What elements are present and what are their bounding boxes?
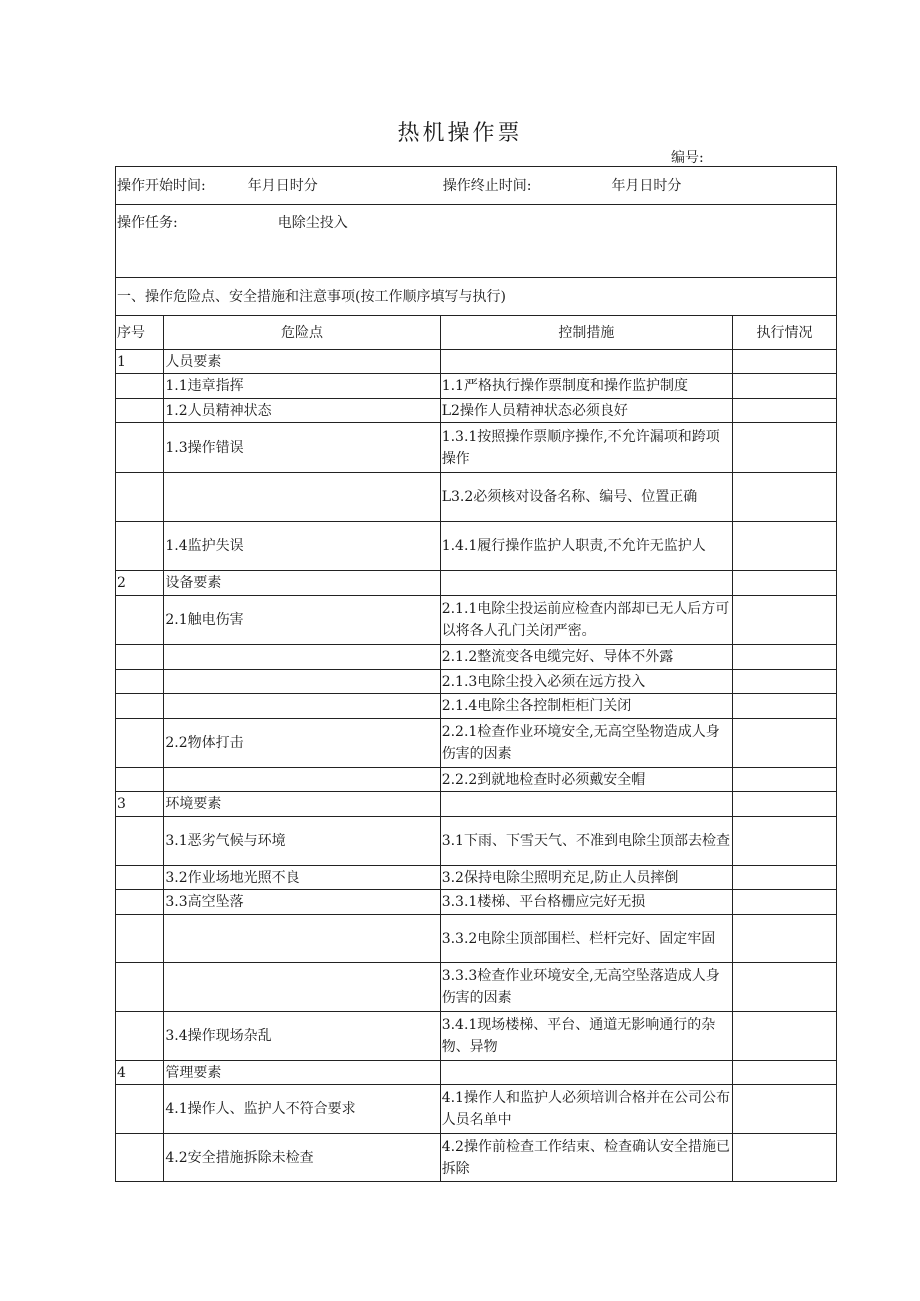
row-control: 1.3.1按照操作票顺序操作,不允许漏项和跨项操作: [440, 423, 732, 473]
row-risk: 1.3操作错误: [164, 423, 440, 473]
row-num: [116, 890, 164, 915]
row-exec: [733, 522, 837, 571]
row-risk: 4.2安全措施拆除未检查: [164, 1134, 440, 1182]
row-control: 2.2.1检查作业环境安全,无高空坠物造成人身伤害的因素: [440, 719, 732, 768]
task-value: 电除尘投入: [277, 215, 348, 231]
row-num: [116, 1012, 164, 1061]
row-risk: 1.2人员精神状态: [164, 399, 440, 423]
table-row: [116, 866, 837, 890]
table-row: [116, 399, 837, 423]
row-exec: [733, 670, 837, 694]
row-control: 2.2.2到就地检查时必须戴安全帽: [440, 768, 732, 792]
row-control: [440, 350, 732, 374]
row-risk: [164, 670, 440, 694]
row-risk: [164, 694, 440, 719]
row-exec: [733, 423, 837, 473]
col-header-exec: 执行情况: [733, 316, 837, 350]
row-exec: [733, 596, 837, 645]
row-control: L2操作人员精神状态必须良好: [440, 399, 732, 423]
row-exec: [733, 1134, 837, 1182]
row-control: 4.1操作人和监护人必须培训合格并在公司公布人员名单中: [440, 1085, 732, 1134]
row-control: 2.1.1电除尘投运前应检查内部却已无人后方可以将各人孔门关闭严密。: [440, 596, 732, 645]
row-num: [116, 866, 164, 890]
row-num: [116, 645, 164, 670]
end-time-label: 操作终止时间:: [442, 177, 532, 194]
row-risk: [164, 473, 440, 522]
row-exec: [733, 768, 837, 792]
table-row: [116, 915, 837, 963]
row-exec: [733, 399, 837, 423]
row-risk: [164, 645, 440, 670]
row-num: [116, 1134, 164, 1182]
col-header-num: 序号: [116, 316, 164, 350]
row-num: [116, 963, 164, 1012]
table-row: [116, 423, 837, 473]
task-row: [116, 205, 837, 278]
row-num: [116, 817, 164, 866]
row-control: 3.2保持电除尘照明充足,防止人员摔倒: [440, 866, 732, 890]
table-row: [116, 1012, 837, 1061]
row-num: [116, 399, 164, 423]
row-exec: [733, 694, 837, 719]
table-row: [116, 1134, 837, 1182]
table-row: [116, 768, 837, 792]
row-control: 3.3.1楼梯、平台格栅应完好无损: [440, 890, 732, 915]
row-exec: [733, 473, 837, 522]
row-num: [116, 719, 164, 768]
row-risk: 环境要素: [164, 792, 440, 817]
page-title: 热机操作票: [397, 121, 523, 146]
start-time-label: 操作开始时间:: [117, 177, 206, 194]
row-exec: [733, 866, 837, 890]
row-control: 2.1.4电除尘各控制柜柜门关闭: [440, 694, 732, 719]
row-num: [116, 694, 164, 719]
time-cell: [116, 167, 837, 205]
table-row: [116, 694, 837, 719]
row-num: [116, 1085, 164, 1134]
row-control: 4.2操作前检查工作结束、检查确认安全措施已拆除: [440, 1134, 732, 1182]
row-exec: [733, 374, 837, 399]
row-num: [116, 522, 164, 571]
row-risk: 2.2物体打击: [164, 719, 440, 768]
row-exec: [733, 890, 837, 915]
row-exec: [733, 1061, 837, 1085]
row-risk: [164, 963, 440, 1012]
row-risk: [164, 915, 440, 963]
row-num: 4: [116, 1061, 164, 1085]
row-exec: [733, 792, 837, 817]
row-exec: [733, 350, 837, 374]
row-num: [116, 596, 164, 645]
row-risk: 设备要素: [164, 571, 440, 596]
row-exec: [733, 1085, 837, 1134]
table-row: [116, 596, 837, 645]
row-num: [116, 423, 164, 473]
section-row: [116, 278, 837, 316]
row-risk: 1.1违章指挥: [164, 374, 440, 399]
task-cell: [116, 205, 837, 278]
row-exec: [733, 1012, 837, 1061]
row-control: L3.2必须核对设备名称、编号、位置正确: [440, 473, 732, 522]
row-exec: [733, 817, 837, 866]
row-risk: 管理要素: [164, 1061, 440, 1085]
row-control: 3.1下雨、下雪天气、不准到电除尘顶部去检查: [440, 817, 732, 866]
row-risk: 人员要素: [164, 350, 440, 374]
row-exec: [733, 571, 837, 596]
table-row: [116, 1061, 837, 1085]
col-header-control: 控制措施: [440, 316, 732, 350]
row-control: [440, 1061, 732, 1085]
table-row: [116, 670, 837, 694]
row-control: [440, 571, 732, 596]
table-row: [116, 522, 837, 571]
row-risk: 3.3高空坠落: [164, 890, 440, 915]
task-label: 操作任务:: [117, 215, 178, 231]
row-num: 3: [116, 792, 164, 817]
row-exec: [733, 719, 837, 768]
row-control: 3.3.3检查作业环境安全,无高空坠落造成人身伤害的因素: [440, 963, 732, 1012]
table-row: [116, 645, 837, 670]
table-row: [116, 963, 837, 1012]
row-control: 1.4.1履行操作监护人职责,不允许无监护人: [440, 522, 732, 571]
start-time-value: 年月日时分: [247, 177, 318, 194]
row-num: 2: [116, 571, 164, 596]
row-exec: [733, 963, 837, 1012]
row-risk: [164, 768, 440, 792]
table-row: [116, 1085, 837, 1134]
row-control: 3.3.2电除尘顶部围栏、栏杆完好、固定牢固: [440, 915, 732, 963]
table-row: [116, 817, 837, 866]
row-control: 1.1严格执行操作票制度和操作监护制度: [440, 374, 732, 399]
time-row: [116, 167, 837, 205]
table-row: [116, 719, 837, 768]
row-num: [116, 670, 164, 694]
row-risk: 4.1操作人、监护人不符合要求: [164, 1085, 440, 1134]
row-num: 1: [116, 350, 164, 374]
row-num: [116, 473, 164, 522]
end-time-value: 年月日时分: [611, 177, 682, 194]
table-row: [116, 374, 837, 399]
row-risk: 3.1恶劣气候与环境: [164, 817, 440, 866]
row-control: [440, 792, 732, 817]
column-header-row: [116, 316, 837, 350]
table-row: [116, 571, 837, 596]
operation-ticket-table: [115, 166, 837, 1182]
col-header-risk: 危险点: [164, 316, 440, 350]
row-control: 3.4.1现场楼梯、平台、通道无影响通行的杂物、异物: [440, 1012, 732, 1061]
table-row: [116, 890, 837, 915]
table-row: [116, 792, 837, 817]
row-control: 2.1.3电除尘投入必须在远方投入: [440, 670, 732, 694]
row-risk: 2.1触电伤害: [164, 596, 440, 645]
table-row: [116, 350, 837, 374]
table-row: [116, 473, 837, 522]
row-num: [116, 915, 164, 963]
row-num: [116, 768, 164, 792]
row-risk: 3.2作业场地光照不良: [164, 866, 440, 890]
section-title: 一、操作危险点、安全措施和注意事项(按工作顺序填写与执行): [116, 278, 837, 316]
row-exec: [733, 915, 837, 963]
row-risk: 3.4操作现场杂乱: [164, 1012, 440, 1061]
row-num: [116, 374, 164, 399]
number-label: 编号:: [671, 150, 704, 166]
row-exec: [733, 645, 837, 670]
row-control: 2.1.2整流变各电缆完好、导体不外露: [440, 645, 732, 670]
risk-rows: [116, 350, 837, 1182]
row-risk: 1.4监护失误: [164, 522, 440, 571]
